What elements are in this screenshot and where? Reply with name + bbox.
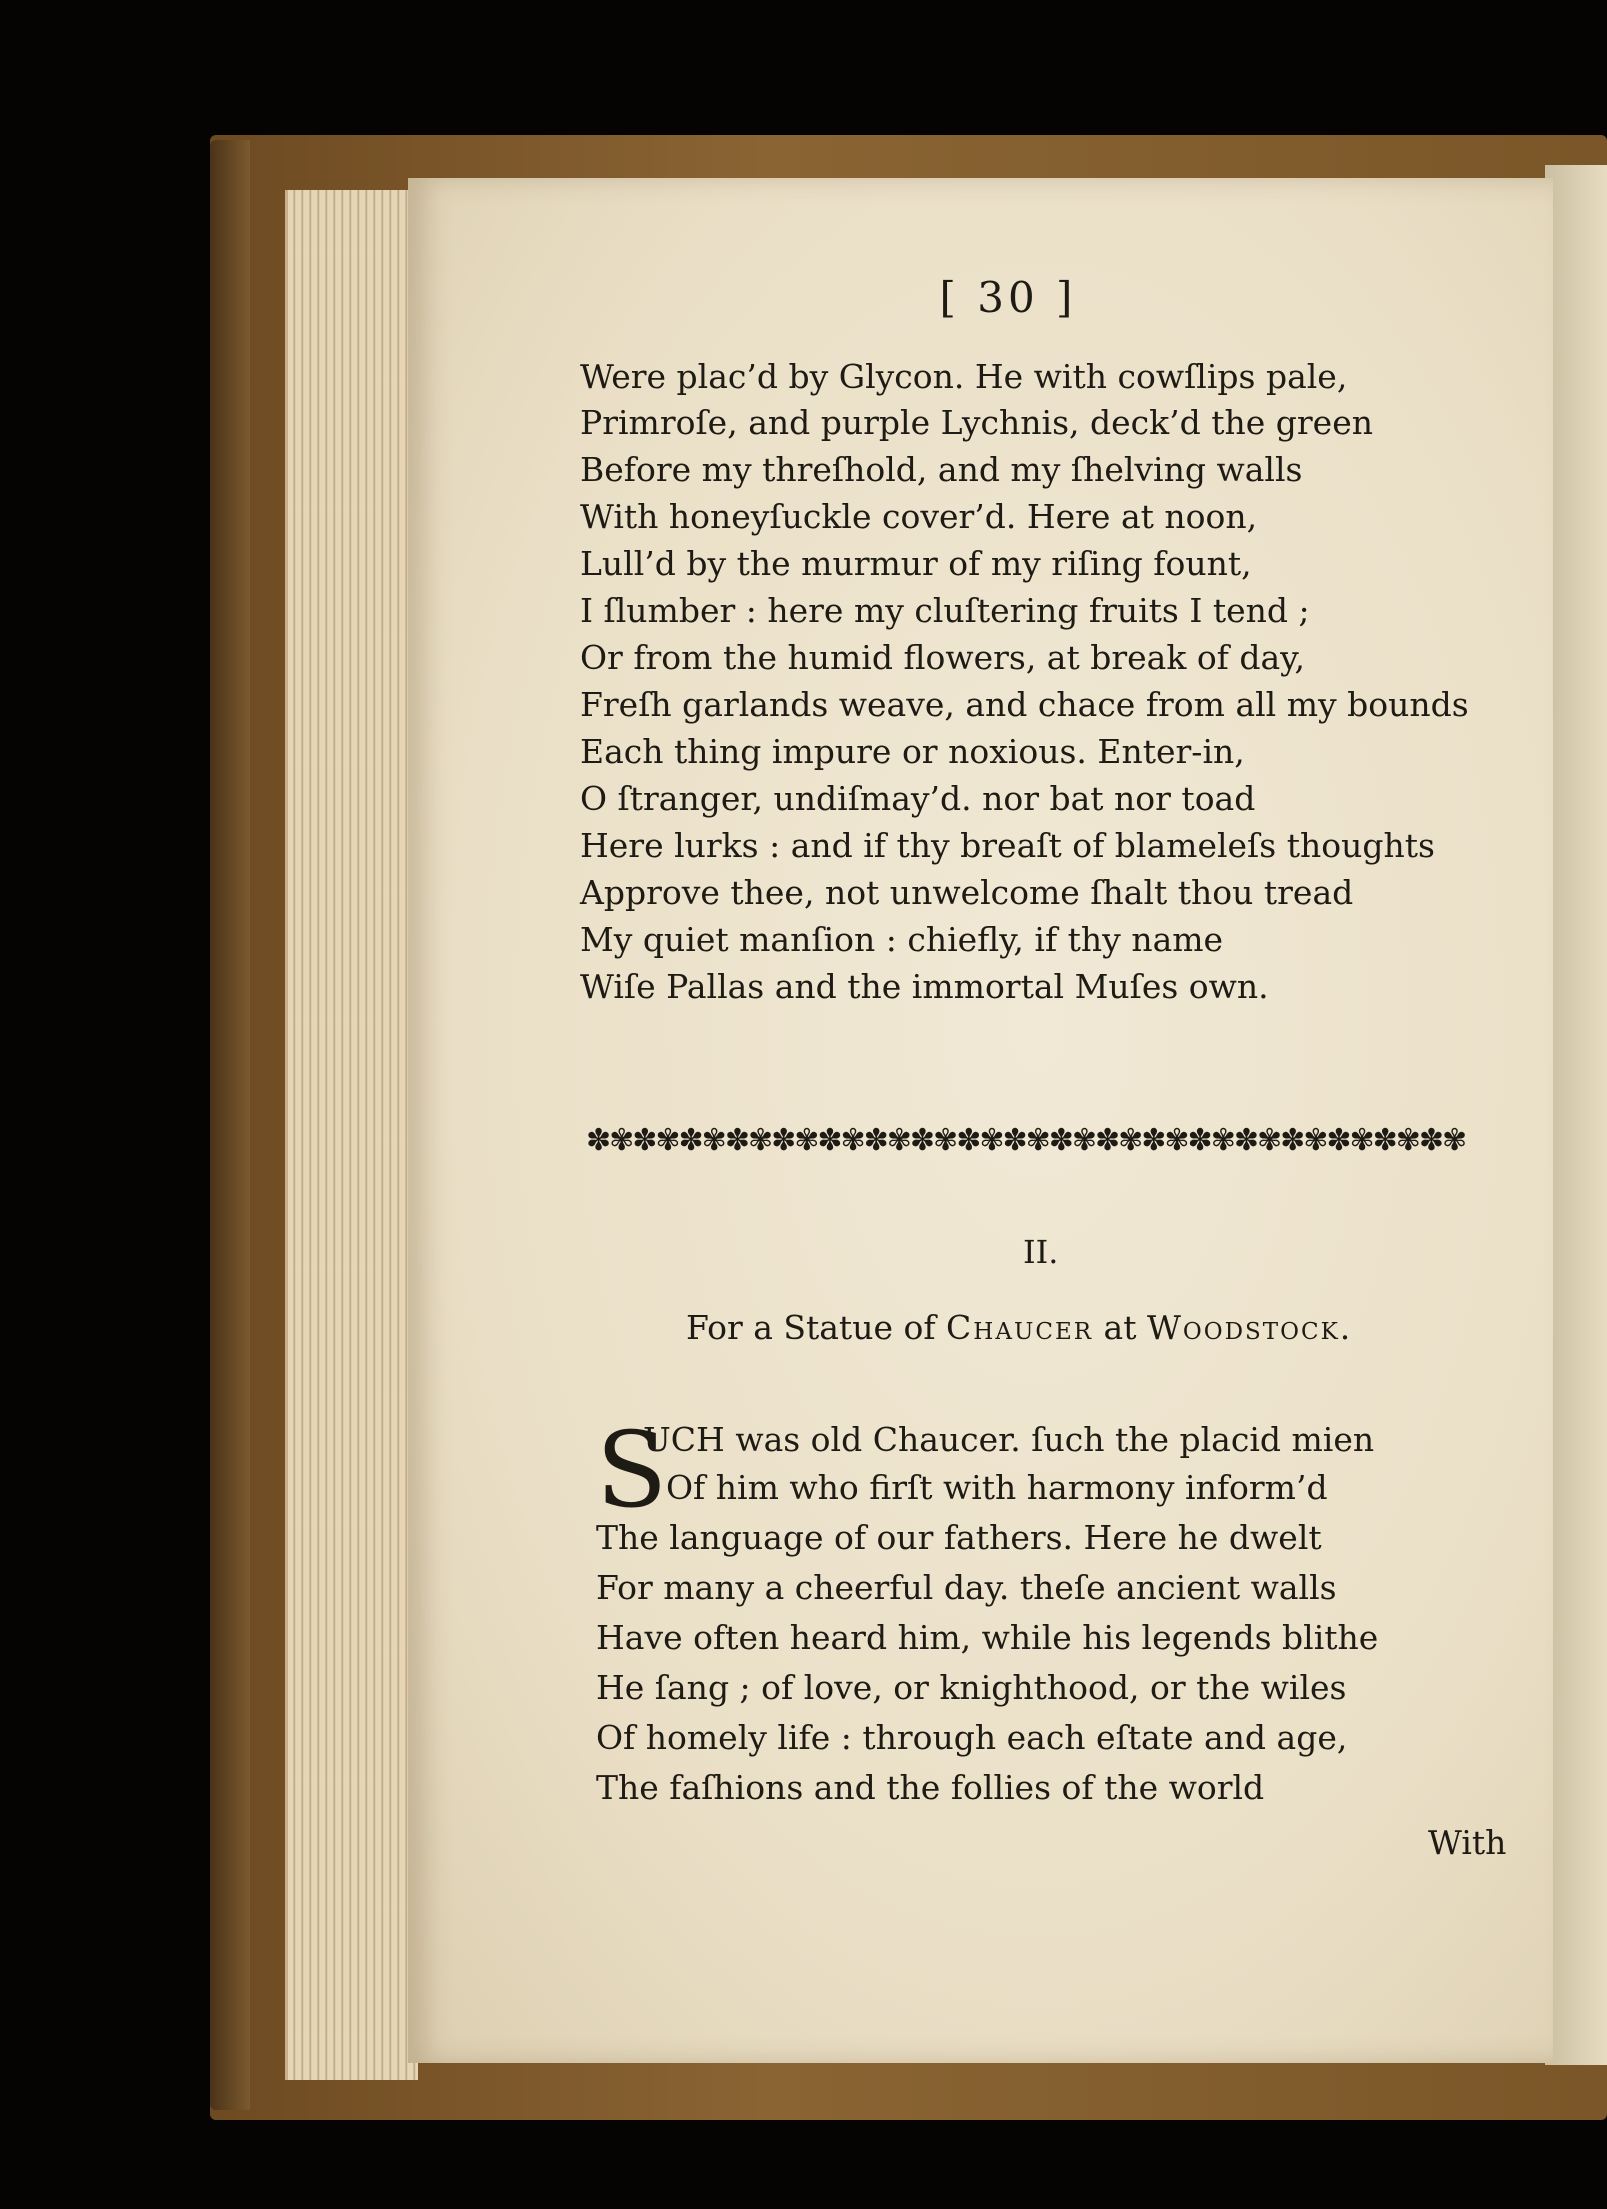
poem-line: The language of our fathers. Here he dwelt bbox=[596, 1518, 1322, 1557]
title-name-woodstock: Woodstock. bbox=[1146, 1308, 1353, 1347]
book-spine bbox=[210, 140, 250, 2110]
poem-line: He ſang ; of love, or knighthood, or the wiles bbox=[596, 1668, 1347, 1707]
page-number: [ 30 ] bbox=[939, 273, 1077, 322]
drop-cap: S bbox=[596, 1409, 668, 1531]
poem-line: Or from the humid flowers, at break of day, bbox=[580, 638, 1305, 677]
poem-line: Have often heard him, while his legends blithe bbox=[596, 1618, 1379, 1657]
poem-line: Were plac’d by Glycon. He with cowſlips pale, bbox=[580, 357, 1348, 396]
title-text: For a Statue of bbox=[686, 1308, 947, 1347]
poem-line: Freſh garlands weave, and chace from all my bounds bbox=[580, 685, 1469, 724]
poem-line: Here lurks : and if thy breaſt of blameleſs thoughts bbox=[580, 826, 1435, 865]
poem-line: Of homely life : through each eſtate and age, bbox=[596, 1718, 1348, 1757]
poem-line: Primroſe, and purple Lychnis, deck’d the green bbox=[580, 403, 1373, 442]
poem-line: UCH was old Chaucer. ſuch the placid mien bbox=[643, 1420, 1375, 1459]
poem-line: My quiet manſion : chiefly, if thy name bbox=[580, 920, 1224, 959]
title-text: at bbox=[1093, 1308, 1147, 1347]
poem-line: I ſlumber : here my cluſtering fruits I tend ; bbox=[580, 591, 1310, 630]
section-title bbox=[686, 1308, 1352, 1347]
catchword: With bbox=[1428, 1823, 1507, 1862]
poem-line: Approve thee, not unwelcome ſhalt thou tread bbox=[580, 873, 1354, 912]
poem-line: The faſhions and the follies of the world bbox=[596, 1768, 1265, 1807]
poem-line: Of him who firſt with harmony inform’d bbox=[666, 1468, 1328, 1507]
section-number: II. bbox=[1023, 1233, 1059, 1271]
poem-line: Lull’d by the murmur of my riſing fount, bbox=[580, 544, 1252, 583]
ornamental-divider: ✽✾✽✾✽✾✽✾✽✾✽✾✽✾✽✾✽✾✽✾✽✾✽✾✽✾✽✾✽✾✽✾✽✾✽✾✽✾ bbox=[586, 1123, 1466, 1158]
poem-line: For many a cheerful day. theſe ancient walls bbox=[596, 1568, 1337, 1607]
facing-page-edge bbox=[1545, 165, 1607, 2065]
page-edges bbox=[285, 190, 418, 2080]
poem-line: O ſtranger, undiſmay’d. nor bat nor toad bbox=[580, 779, 1256, 818]
book-page bbox=[408, 178, 1553, 2063]
poem-line: Wiſe Pallas and the immortal Muſes own. bbox=[580, 967, 1269, 1006]
poem-line: Each thing impure or noxious. Enter-in, bbox=[580, 732, 1245, 771]
title-name-chaucer: Chaucer bbox=[946, 1308, 1094, 1347]
poem-line: Before my threſhold, and my ſhelving walls bbox=[580, 450, 1303, 489]
poem-line: With honeyſuckle cover’d. Here at noon, bbox=[580, 497, 1258, 536]
